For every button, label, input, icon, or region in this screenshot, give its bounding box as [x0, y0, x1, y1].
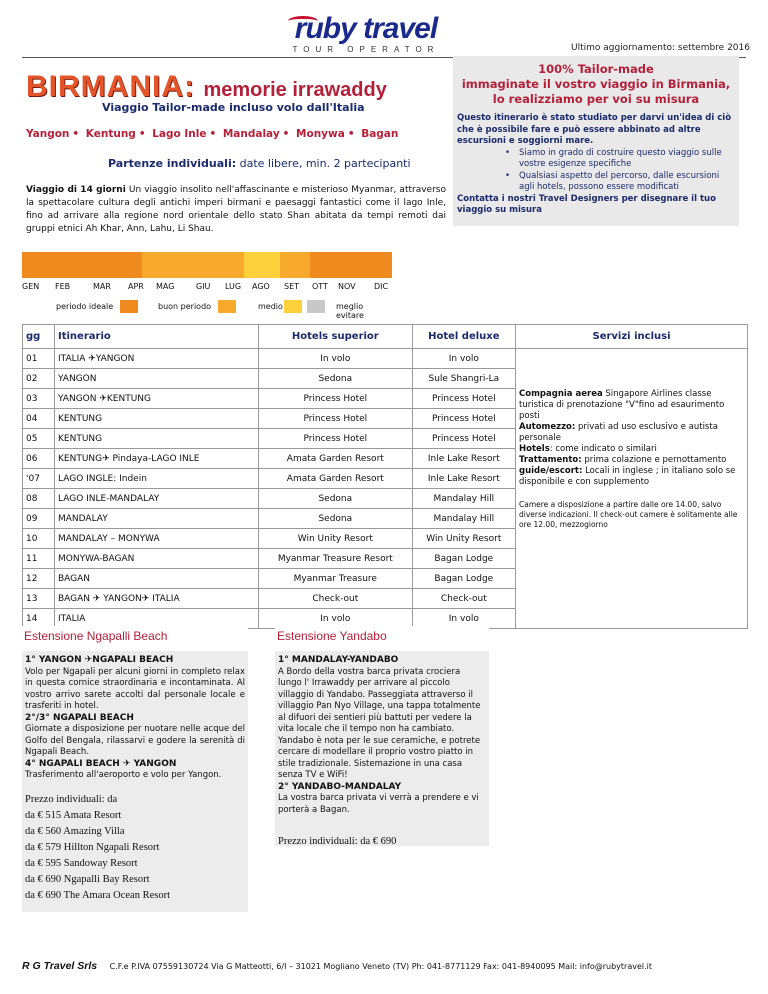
city: Yangon: [26, 128, 70, 140]
service-text: : come indicato o similari: [549, 444, 657, 454]
month-label: AGO: [252, 282, 270, 291]
month-labels: [22, 282, 392, 296]
cell-day: 13: [23, 589, 55, 609]
last-updated: Ultimo aggiornamento: settembre 2016: [570, 43, 750, 53]
price-item: da € 579 Hillton Ngapali Resort: [25, 841, 160, 853]
cell-superior: In volo: [259, 349, 413, 369]
cell-itinerary: MONYWA-BAGAN: [55, 549, 259, 569]
cell-deluxe: Inle Lake Resort: [412, 449, 515, 469]
cell-superior: Check-out: [259, 589, 413, 609]
price-item: da € 515 Amata Resort: [25, 809, 122, 821]
cell-superior: Princess Hotel: [259, 429, 413, 449]
service-label: guide/escort:: [519, 466, 583, 476]
cell-itinerary: ITALIA: [55, 609, 259, 629]
tailor-intro: Questo itinerario è stato studiato per darvi un'idea di ciò che è possibile fare e può essere abbinato ad altre escursioni e soggiorni mare.: [457, 113, 732, 146]
cell-itinerary: LAGO INLE-MANDALAY: [55, 489, 259, 509]
page-subtitle: Viaggio Tailor-made incluso volo dall'Italia: [102, 101, 365, 114]
footer: [22, 960, 748, 972]
season-good: [280, 252, 310, 278]
tailor-line-2: immaginate il vostro viaggio in Birmania,: [461, 77, 731, 91]
cell-itinerary: KENTUNG✈ Pindaya-LAGO INLE: [55, 449, 259, 469]
extension-title: Estensione Yandabo: [275, 626, 489, 651]
extension-yandabo: [275, 626, 489, 846]
header-deluxe: Hotel deluxe: [412, 325, 515, 349]
legend-label: meglio evitare: [336, 302, 364, 320]
legend-swatch: [284, 300, 302, 313]
cell-itinerary: BAGAN ✈ YANGON✈ ITALIA: [55, 589, 259, 609]
cell-superior: Myanmar Treasure: [259, 569, 413, 589]
season-bar: [22, 252, 392, 278]
cell-superior: Myanmar Treasure Resort: [259, 549, 413, 569]
city-list: Yangon • Kentung • Lago Inle • Mandalay • Monywa • Bagan: [26, 128, 399, 140]
day-heading: 1° YANGON ✈NGAPALI BEACH: [25, 655, 174, 665]
tailor-bullet: • Qualsiasi aspetto del percorso, dalle escursioni agli hotels, possono essere modificati: [505, 171, 737, 194]
header-services: Servizi inclusi: [516, 325, 748, 349]
cell-deluxe: Bagan Lodge: [412, 569, 515, 589]
cell-deluxe: Bagan Lodge: [412, 549, 515, 569]
table-row: [23, 349, 748, 369]
cell-day: '07: [23, 469, 55, 489]
cell-deluxe: In volo: [412, 349, 515, 369]
cell-day: 14: [23, 609, 55, 629]
month-label: MAG: [156, 282, 175, 291]
extension-ngapali: [22, 626, 248, 912]
service-label: Trattamento:: [519, 455, 582, 465]
cell-day: 01: [23, 349, 55, 369]
season-legend: [22, 300, 392, 320]
tailor-made-box: [453, 56, 739, 226]
description-text: Un viaggio insolito nell'affascinante e misterioso Myanmar, attraverso la spettacolare cultura degli antichi imperi birmani e paesaggi fantastici come il lago Inle, fino ad arrivare alla regione nord orientale dello stato Shan abitata da tempi remoti dai gruppi etnici Ah Khar, Ann, Lahu, Li Shau.: [26, 185, 446, 234]
cell-superior: Princess Hotel: [259, 409, 413, 429]
city: Kentung: [85, 128, 136, 140]
day-heading: 2°/3° NGAPALI BEACH: [25, 712, 134, 723]
cell-deluxe: Check-out: [412, 589, 515, 609]
company-info: C.F.e P.IVA 07559130724 Via G Matteotti, 6/I – 31021 Mogliano Veneto (TV) Ph: 041-8771129 Fax: 041-8940095 Mail: info@rubytravel.it: [109, 962, 653, 971]
city: Bagan: [361, 128, 399, 140]
legend-swatch: [218, 300, 236, 313]
cell-day: 05: [23, 429, 55, 449]
page-title: [26, 70, 387, 104]
departures-text: date libere, min. 2 partecipanti: [239, 157, 411, 170]
legend-label: periodo ideale: [56, 302, 114, 311]
city: Lago Inle: [152, 128, 207, 140]
service-text: privati ad uso esclusivo e autista personale: [519, 422, 718, 443]
cell-superior: Win Unity Resort: [259, 529, 413, 549]
legend-label: buon periodo: [158, 302, 212, 311]
cell-deluxe: Mandalay Hill: [412, 489, 515, 509]
cell-day: 03: [23, 389, 55, 409]
cell-itinerary: YANGON: [55, 369, 259, 389]
day-text: A Bordo della vostra barca privata crociera lungo l' Irrawaddy per arrivare al piccolo villaggio di Yandabo. Passeggiata attraverso il villaggio Pan Nyo Village, una tappa totalmente al difuori dei sentieri più battuti per vedere la vita locale che il tempo non ha cambiato. Yandabo è nota per le sue ceramiche, e potrete cercare di modellare il proprio vostro piatto in stile tradizionale. Sistemazione in una casa senza TV e WiFi!: [278, 666, 481, 780]
cell-superior: Sedona: [259, 369, 413, 389]
cell-superior: In volo: [259, 609, 413, 629]
day-text: Volo per Ngapali per alcuni giorni in completo relax in questa cornice straordinaria e incontaminata. Al vostro arrivo sarete accolti dal personale locale e trasferiti in hotel.: [25, 666, 245, 711]
price-single: Prezzo individuali: da € 690: [278, 836, 397, 847]
cell-deluxe: Sule Shangri-La: [412, 369, 515, 389]
tailor-line-1: 100% Tailor-made: [538, 62, 654, 76]
cell-superior: Sedona: [259, 509, 413, 529]
extension-body: [22, 651, 248, 908]
header-day: gg: [23, 325, 55, 349]
cell-day: 10: [23, 529, 55, 549]
day-heading: 2° YANDABO-MANDALAY: [278, 781, 402, 792]
day-heading: 4° NGAPALI BEACH ✈ YANGON: [25, 758, 177, 769]
services-cell: [516, 349, 748, 629]
cell-superior: Amata Garden Resort: [259, 449, 413, 469]
day-text: La vostra barca privata vi verrà a prendere e vi porterà a Bagan.: [278, 793, 479, 815]
month-label: SET: [284, 282, 300, 291]
month-label: GIU: [196, 282, 211, 291]
description-lead: Viaggio di 14 giorni: [26, 185, 126, 195]
service-text: prima colazione e pernottamento: [581, 455, 727, 465]
cell-day: 08: [23, 489, 55, 509]
tailor-bullet: • Siamo in grado di costruire questo viaggio sulle vostre esigenze specifiche: [505, 148, 737, 171]
service-label: Automezzo:: [519, 422, 576, 432]
cell-itinerary: LAGO INGLE: Indein: [55, 469, 259, 489]
cell-deluxe: Inle Lake Resort: [412, 469, 515, 489]
departures: [108, 157, 411, 170]
table-header-row: [23, 325, 748, 349]
logo-subtitle: TOUR OPERATOR: [292, 45, 440, 54]
month-label: GEN: [22, 282, 40, 291]
cell-day: 06: [23, 449, 55, 469]
cell-itinerary: MANDALAY: [55, 509, 259, 529]
cell-itinerary: ITALIA ✈YANGON: [55, 349, 259, 369]
cell-deluxe: In volo: [412, 609, 515, 629]
extension-body: [275, 651, 489, 854]
cell-superior: Princess Hotel: [259, 389, 413, 409]
service-text: Locali in inglese ; in italiano solo se disponibile e con supplemento: [519, 466, 736, 487]
price-heading: Prezzo individuali: da: [25, 793, 118, 805]
company-name: R G Travel Srls: [22, 960, 98, 972]
month-label: MAR: [93, 282, 111, 291]
header-itinerary: Itinerario: [55, 325, 259, 349]
month-label: DIC: [374, 282, 389, 291]
price-item: da € 690 The Amara Ocean Resort: [25, 889, 171, 901]
ruby-travel-logo: [282, 14, 450, 56]
travel-season-calendar: [22, 252, 392, 320]
price-list: [25, 792, 245, 904]
extension-title: Estensione Ngapalli Beach: [22, 626, 248, 651]
season-good: [142, 252, 244, 278]
month-label: FEB: [55, 282, 71, 291]
city: Mandalay: [222, 128, 280, 140]
cell-day: 11: [23, 549, 55, 569]
tailor-line-3: lo realizziamo per voi su misura: [492, 92, 700, 106]
season-ideal: [310, 252, 392, 278]
day-text: Giornate a disposizione per nuotare nelle acque del Golfo del Bengala, rilassarvi e godere la serenità di Ngapali Beach.: [25, 724, 245, 757]
month-label: NOV: [338, 282, 356, 291]
service-label: Hotels: [519, 444, 550, 454]
cell-itinerary: KENTUNG: [55, 429, 259, 449]
price-item: da € 595 Sandoway Resort: [25, 857, 138, 869]
trip-description: [26, 184, 446, 236]
cell-deluxe: Win Unity Resort: [412, 529, 515, 549]
month-label: OTT: [312, 282, 328, 291]
season-medium: [244, 252, 280, 278]
cell-itinerary: YANGON ✈KENTUNG: [55, 389, 259, 409]
legend-swatch: [307, 300, 325, 313]
legend-label: medio: [258, 302, 283, 311]
cell-day: 12: [23, 569, 55, 589]
city: Monywa: [296, 128, 345, 140]
logo-swoosh-icon: [288, 16, 318, 26]
price-item: da € 560 Amazing Villa: [25, 825, 125, 837]
cell-itinerary: KENTUNG: [55, 409, 259, 429]
tailor-made-body: [457, 113, 737, 217]
month-label: APR: [128, 282, 144, 291]
services-list: [519, 389, 744, 488]
cell-day: 02: [23, 369, 55, 389]
cell-superior: Amata Garden Resort: [259, 469, 413, 489]
cell-itinerary: MANDALAY – MONYWA: [55, 529, 259, 549]
cell-deluxe: Princess Hotel: [412, 409, 515, 429]
cell-day: 04: [23, 409, 55, 429]
tailor-made-heading: [453, 62, 739, 107]
services-note: Camere a disposizione a partire dalle ore 14.00, salvo diverse indicazioni. Il check-out camere è solitamente alle ore 12.00, mezzogiorno: [519, 500, 738, 529]
cell-day: 09: [23, 509, 55, 529]
season-ideal: [22, 252, 142, 278]
cell-superior: Sedona: [259, 489, 413, 509]
logo-word: ruby travel: [294, 12, 438, 45]
title-sub: memorie irrawaddy: [203, 79, 387, 101]
tailor-contact: Contatta i nostri Travel Designers per disegnare il tuo viaggio su misura: [457, 193, 716, 215]
tailor-bullets: [505, 148, 737, 194]
title-main: BIRMANIA:: [26, 70, 195, 103]
legend-swatch: [120, 300, 138, 313]
day-text: Trasferimento all'aeroporto e volo per Yangon.: [25, 770, 222, 780]
service-label: Compagnia aerea: [519, 389, 603, 399]
cell-deluxe: Princess Hotel: [412, 429, 515, 449]
service-text: Singapore Airlines classe turistica di prenotazione "V"fino ad esaurimento posti: [519, 389, 725, 421]
cell-itinerary: BAGAN: [55, 569, 259, 589]
itinerary-table: [22, 324, 748, 629]
cell-deluxe: Mandalay Hill: [412, 509, 515, 529]
departures-label: Partenze individuali:: [108, 157, 237, 170]
header-superior: Hotels superior: [259, 325, 413, 349]
month-label: LUG: [225, 282, 242, 291]
price-item: da € 690 Ngapalli Bay Resort: [25, 873, 150, 885]
cell-deluxe: Princess Hotel: [412, 389, 515, 409]
day-heading: 1° MANDALAY-YANDABO: [278, 655, 399, 665]
